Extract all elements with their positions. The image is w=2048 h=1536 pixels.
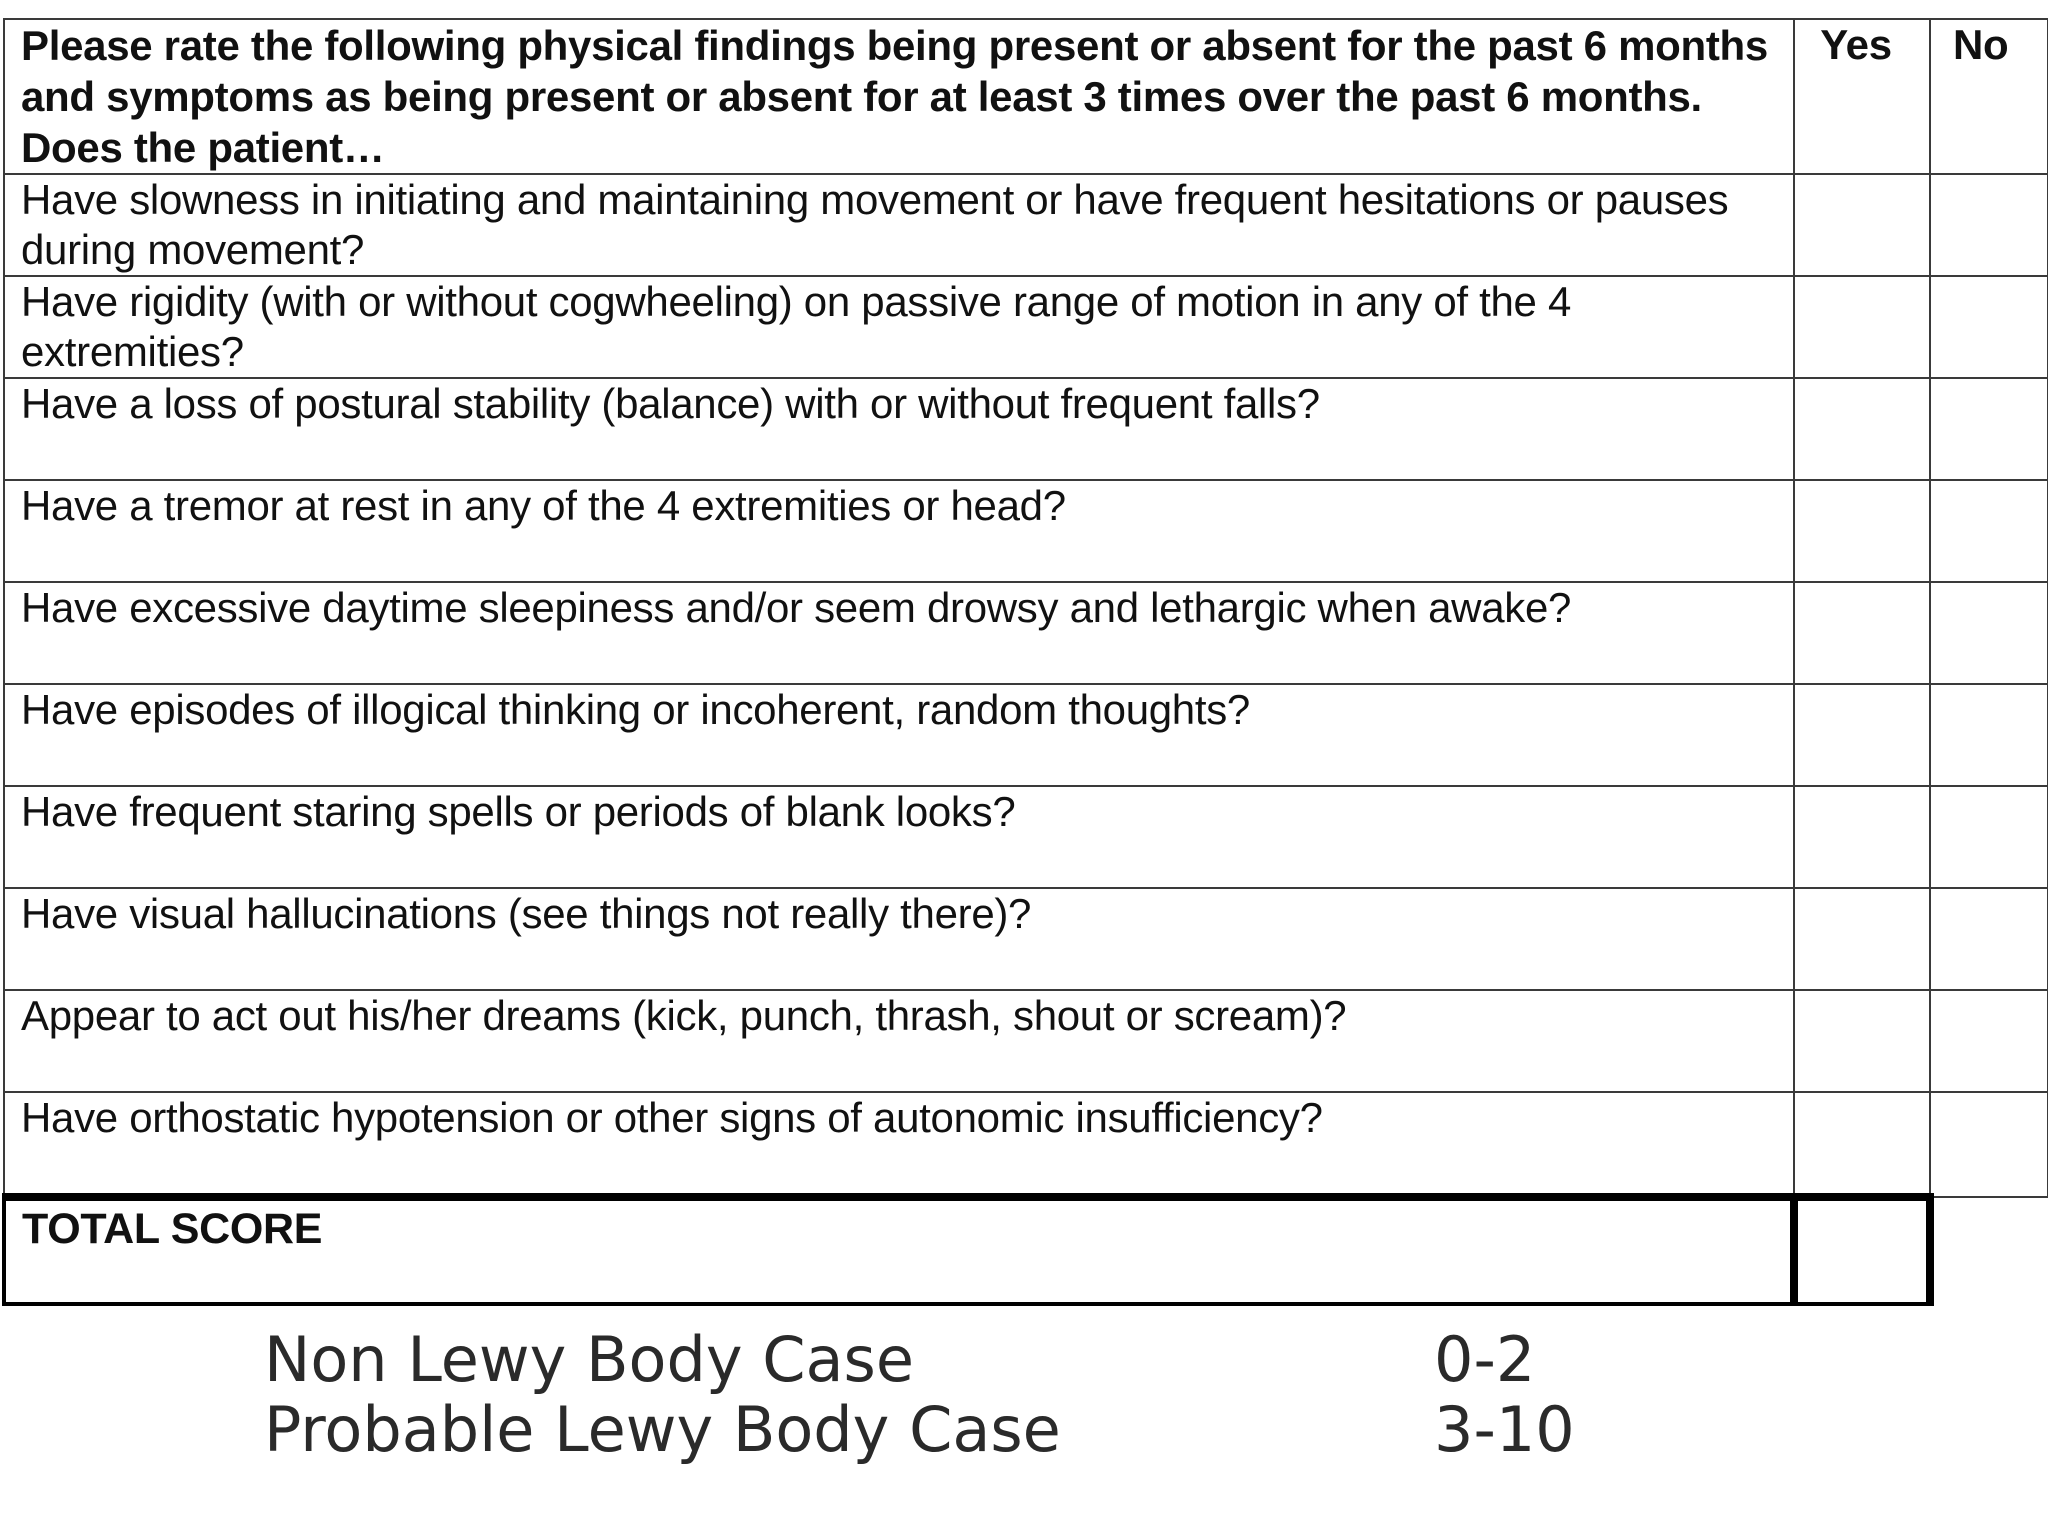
question-text: Have episodes of illogical thinking or incoherent, random thoughts?: [4, 684, 1794, 786]
no-answer-box[interactable]: [1930, 1092, 2048, 1197]
yes-answer-box[interactable]: [1794, 378, 1930, 480]
question-text: Appear to act out his/her dreams (kick, punch, thrash, shout or scream)?: [4, 990, 1794, 1092]
question-row: [4, 378, 2048, 480]
yes-answer-box[interactable]: [1794, 786, 1930, 888]
header-row: [4, 19, 2048, 174]
question-row: [4, 990, 2048, 1092]
yes-answer-box[interactable]: [1794, 582, 1930, 684]
question-row: [4, 786, 2048, 888]
legend-label: Non Lewy Body Case: [264, 1323, 914, 1396]
lewy-body-screening-table: [2, 18, 2048, 1306]
question-row: [4, 582, 2048, 684]
yes-answer-box[interactable]: [1794, 480, 1930, 582]
question-row: [4, 480, 2048, 582]
total-score-spacer: [1930, 1197, 2048, 1304]
question-text: Have orthostatic hypotension or other signs of autonomic insufficiency?: [4, 1092, 1794, 1197]
total-score-label: TOTAL SCORE: [4, 1197, 1794, 1304]
no-answer-box[interactable]: [1930, 480, 2048, 582]
no-answer-box[interactable]: [1930, 378, 2048, 480]
question-text: Have frequent staring spells or periods of blank looks?: [4, 786, 1794, 888]
no-answer-box[interactable]: [1930, 174, 2048, 276]
question-row: [4, 1092, 2048, 1197]
yes-answer-box[interactable]: [1794, 1092, 1930, 1197]
question-row: [4, 888, 2048, 990]
legend-range: 0-2: [1434, 1323, 1536, 1396]
yes-answer-box[interactable]: [1794, 276, 1930, 378]
question-text: Have a loss of postural stability (balance) with or without frequent falls?: [4, 378, 1794, 480]
no-answer-box[interactable]: [1930, 888, 2048, 990]
yes-answer-box[interactable]: [1794, 684, 1930, 786]
no-answer-box[interactable]: [1930, 582, 2048, 684]
no-column-header: No: [1930, 19, 2048, 174]
question-text: Have a tremor at rest in any of the 4 extremities or head?: [4, 480, 1794, 582]
question-text: Have excessive daytime sleepiness and/or seem drowsy and lethargic when awake?: [4, 582, 1794, 684]
no-answer-box[interactable]: [1930, 276, 2048, 378]
question-row: [4, 174, 2048, 276]
total-score-row: [4, 1197, 2048, 1304]
question-row: [4, 276, 2048, 378]
yes-answer-box[interactable]: [1794, 174, 1930, 276]
legend-range: 3-10: [1434, 1393, 1575, 1466]
yes-column-header: Yes: [1794, 19, 1930, 174]
question-text: Have rigidity (with or without cogwheeling) on passive range of motion in any of the 4 extremities?: [4, 276, 1794, 378]
question-row: [4, 684, 2048, 786]
yes-answer-box[interactable]: [1794, 990, 1930, 1092]
question-text: Have slowness in initiating and maintaining movement or have frequent hesitations or pauses during movement?: [4, 174, 1794, 276]
legend-label: Probable Lewy Body Case: [264, 1393, 1061, 1466]
no-answer-box[interactable]: [1930, 684, 2048, 786]
no-answer-box[interactable]: [1930, 786, 2048, 888]
instructions-header: Please rate the following physical findings being present or absent for the past 6 months and symptoms as being present or absent for at least 3 times over the past 6 months. Does the patient…: [4, 19, 1794, 174]
yes-answer-box[interactable]: [1794, 888, 1930, 990]
no-answer-box[interactable]: [1930, 990, 2048, 1092]
total-score-box[interactable]: [1794, 1197, 1930, 1304]
question-text: Have visual hallucinations (see things not really there)?: [4, 888, 1794, 990]
